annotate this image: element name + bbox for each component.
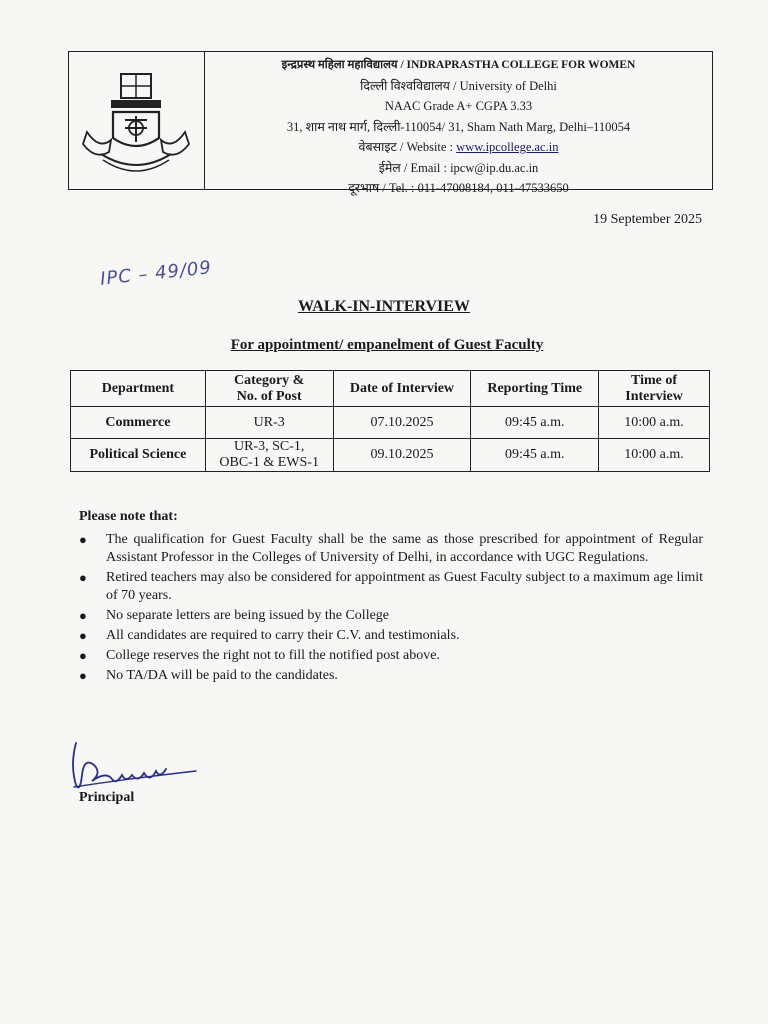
email-value: ipcw@ip.du.ac.in	[450, 160, 539, 175]
college-emblem-icon	[79, 70, 194, 180]
website-link[interactable]: www.ipcollege.ac.in	[456, 140, 559, 154]
list-item: ● The qualification for Guest Faculty shall be the same as those prescribed for appointment of Regular Assistant Professor in the Colleges of University of Delhi, in accordance with UGC Regulations.	[79, 532, 703, 565]
letterhead-text	[205, 55, 712, 199]
category-cell: UR-3, SC-1, OBC-1 & EWS-1	[205, 439, 333, 472]
bullet-icon: ●	[79, 628, 87, 643]
category-cell: UR-3	[205, 407, 333, 439]
interview-date-cell: 07.10.2025	[333, 407, 471, 439]
notice-title: WALK-IN-INTERVIEW	[298, 298, 470, 315]
handwritten-reference: IPC – 49/09	[99, 257, 213, 290]
column-header: Time of Interview	[599, 371, 710, 407]
interview-time-cell: 10:00 a.m.	[599, 407, 710, 439]
reporting-time-cell: 09:45 a.m.	[471, 407, 599, 439]
bullet-icon: ●	[79, 608, 87, 623]
department-cell: Commerce	[71, 407, 206, 439]
list-item: ● Retired teachers may also be considered for appointment as Guest Faculty subject to a maximum age limit of 70 years.	[79, 570, 703, 603]
table-row	[71, 407, 710, 439]
signatory-title: Principal	[79, 790, 135, 805]
website-line	[205, 137, 712, 158]
email-line	[205, 158, 712, 179]
college-name: इन्द्रप्रस्थ महिला महाविद्यालय / INDRAPRASTHA COLLEGE FOR WOMEN	[281, 59, 636, 71]
column-header: Reporting Time	[471, 371, 599, 407]
bullet-icon: ●	[79, 648, 87, 663]
notice-date: 19 September 2025	[593, 212, 702, 227]
interview-date-cell: 09.10.2025	[333, 439, 471, 472]
bullet-icon: ●	[79, 532, 87, 547]
bullet-icon: ●	[79, 570, 87, 585]
column-header: Department	[71, 371, 206, 407]
reporting-time-cell: 09:45 a.m.	[471, 439, 599, 472]
bullet-icon: ●	[79, 668, 87, 683]
notes-heading: Please note that:	[79, 509, 178, 524]
list-item: ● No TA/DA will be paid to the candidates.	[79, 668, 338, 683]
table-row	[71, 439, 710, 472]
interview-time-cell: 10:00 a.m.	[599, 439, 710, 472]
column-header: Category & No. of Post	[205, 371, 333, 407]
list-item: ● No separate letters are being issued by the College	[79, 608, 390, 623]
interview-schedule-table	[70, 370, 710, 472]
email-label: ईमेल / Email :	[378, 160, 451, 175]
college-address: 31, शाम नाथ मार्ग, दिल्ली-110054/ 31, Sham Nath Marg, Delhi–110054	[286, 119, 631, 134]
list-item: ● College reserves the right not to fill the notified post above.	[79, 648, 440, 663]
letterhead	[68, 51, 713, 195]
telephone-line: दूरभाष / Tel. : 011-47008184, 011-47533650	[348, 181, 569, 195]
table-header-row	[71, 371, 710, 407]
naac-grade: NAAC Grade A+ CGPA 3.33	[384, 99, 533, 113]
list-item: ● All candidates are required to carry their C.V. and testimonials.	[79, 628, 460, 643]
website-label: वेबसाइट / Website :	[358, 140, 457, 154]
department-cell: Political Science	[71, 439, 206, 472]
notice-subtitle: For appointment/ empanelment of Guest Faculty	[230, 337, 544, 353]
column-header: Date of Interview	[333, 371, 471, 407]
university-name: दिल्ली विश्वविद्यालय / University of Delhi	[360, 78, 557, 93]
notes-list	[79, 531, 703, 687]
